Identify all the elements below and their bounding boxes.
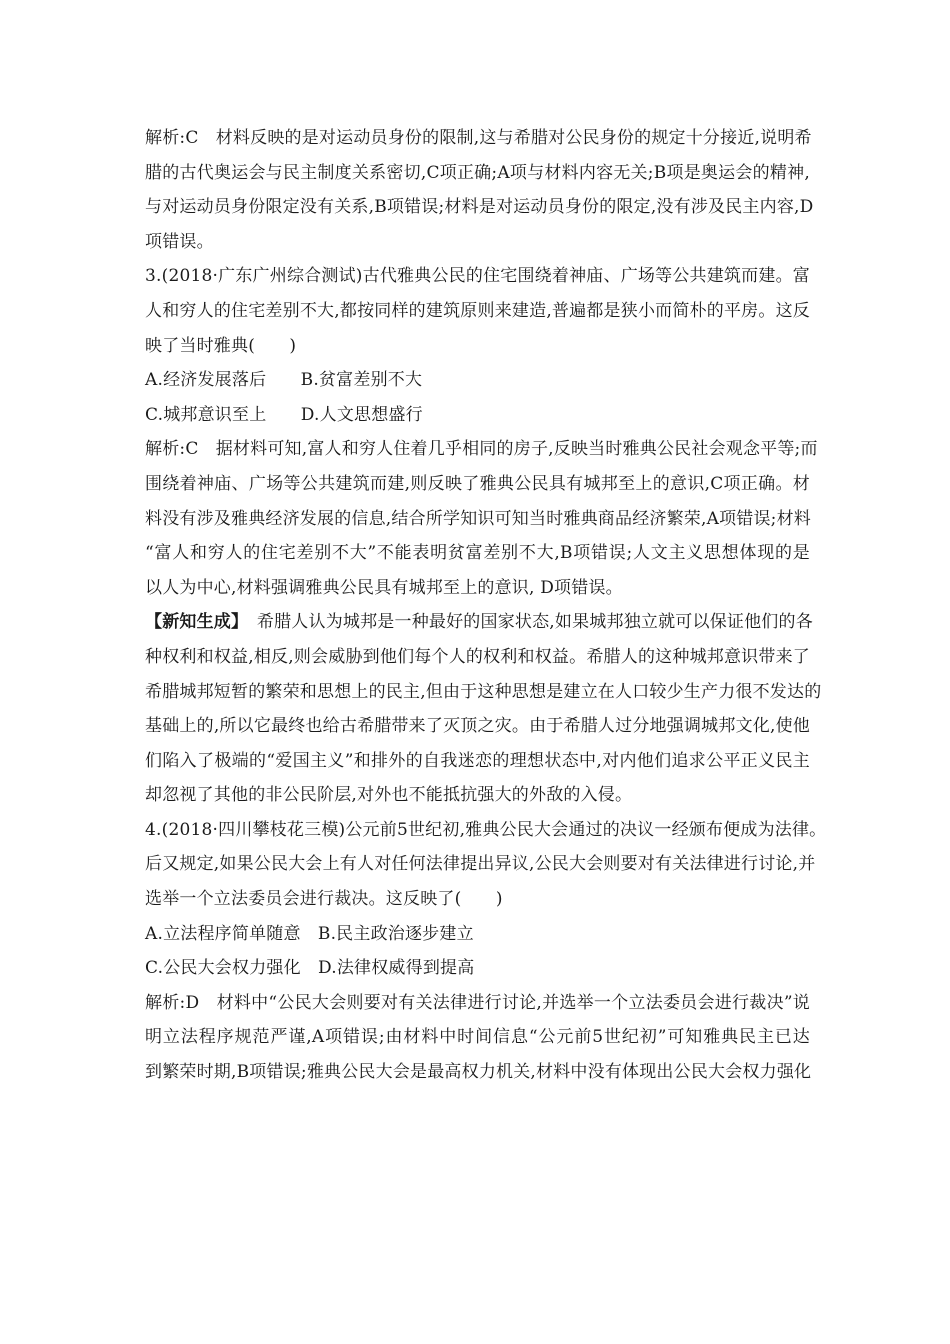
new-knowledge-line: 基础上的,所以它最终也给古希腊带来了灭顶之灾。由于希腊人过分地强调城邦文化,使他 [145, 716, 810, 737]
question-4-options-ab: A.立法程序简单随意 B.民主政治逐步建立 [145, 923, 474, 944]
question-4-analysis-line: 明立法程序规范严谨,A项错误;由材料中时间信息“公元前5世纪初”可知雅典民主已达 [145, 1027, 810, 1048]
analysis-q2-line: 腊的古代奥运会与民主制度关系密切,C项正确;A项与材料内容无关;B项是奥运会的精神, [145, 162, 810, 183]
question-3-options-cd: C.城邦意识至上 D.人文思想盛行 [145, 404, 423, 425]
question-4-stem-line: 4.(2018·四川攀枝花三模)公元前5世纪初,雅典公民大会通过的决议一经颁布便成为法律。 [145, 819, 827, 840]
question-4-analysis-line: 解析:D 材料中“公民大会则要对有关法律进行讨论,并选举一个立法委员会进行裁决”说 [145, 992, 810, 1013]
question-3-analysis-line: 解析:C 据材料可知,富人和穷人住着几乎相同的房子,反映当时雅典公民社会观念平等;而 [145, 439, 818, 460]
question-4-stem-line: 选举一个立法委员会进行裁决。这反映了( ) [145, 889, 503, 910]
new-knowledge-section [145, 605, 822, 813]
question-4 [145, 813, 827, 1090]
question-4-analysis-line: 到繁荣时期,B项错误;雅典公民大会是最高权力机关,材料中没有体现出公民大会权力强化 [145, 1062, 812, 1083]
question-4-options-cd: C.公民大会权力强化 D.法律权威得到提高 [145, 958, 475, 979]
new-knowledge-line: 希腊城邦短暂的繁荣和思想上的民主,但由于这种思想是建立在人口较少生产力很不发达的 [145, 681, 822, 702]
analysis-q2 [145, 121, 814, 259]
new-knowledge-line: 们陷入了极端的“爱国主义”和排外的自我迷恋的理想状态中,对内他们追求公平正义民主 [145, 750, 810, 771]
new-knowledge-text: 希腊人认为城邦是一种最好的国家状态,如果城邦独立就可以保证他们的各 [239, 612, 813, 633]
question-3-stem-line: 3.(2018·广东广州综合测试)古代雅典公民的住宅围绕着神庙、广场等公共建筑而建。富 [145, 266, 810, 287]
question-4-stem-line: 后又规定,如果公民大会上有人对任何法律提出异议,公民大会则要对有关法律进行讨论,并 [145, 854, 816, 875]
question-3-analysis-line: 围绕着神庙、广场等公共建筑而建,则反映了雅典公民具有城邦至上的意识,C项正确。材 [145, 473, 810, 494]
question-3-analysis-line: 以人为中心,材料强调雅典公民具有城邦至上的意识, D项错误。 [145, 577, 623, 598]
question-3-stem-line: 人和穷人的住宅差别不大,都按同样的建筑原则来建造,普遍都是狭小而简朴的平房。这反 [145, 300, 810, 321]
question-3-analysis-line: “富人和穷人的住宅差别不大”不能表明贫富差别不大,B项错误;人文主义思想体现的是 [145, 543, 810, 564]
new-knowledge-line: 种权利和权益,相反,则会威胁到他们每个人的权利和权益。希腊人的这种城邦意识带来了 [145, 646, 810, 667]
new-knowledge-label: 【新知生成】 [145, 612, 240, 633]
analysis-q2-line: 项错误。 [145, 231, 214, 252]
question-3 [145, 259, 818, 605]
analysis-q2-line: 与对运动员身份限定没有关系,B项错误;材料是对运动员身份的限定,没有涉及民主内容,D [145, 197, 814, 218]
analysis-q2-line: 解析:C 材料反映的是对运动员身份的限制,这与希腊对公民身份的规定十分接近,说明希 [145, 128, 812, 148]
question-3-options-ab: A.经济发展落后 B.贫富差别不大 [145, 370, 423, 391]
question-3-analysis-line: 料没有涉及雅典经济发展的信息,结合所学知识可知当时雅典商品经济繁荣,A项错误;材料 [145, 508, 812, 529]
new-knowledge-line: 却忽视了其他的非公民阶层,对外也不能抵抗强大的外敌的入侵。 [145, 785, 633, 806]
new-knowledge-first-line [145, 605, 813, 640]
document-page [145, 121, 827, 1090]
question-3-stem-line: 映了当时雅典( ) [145, 335, 297, 356]
